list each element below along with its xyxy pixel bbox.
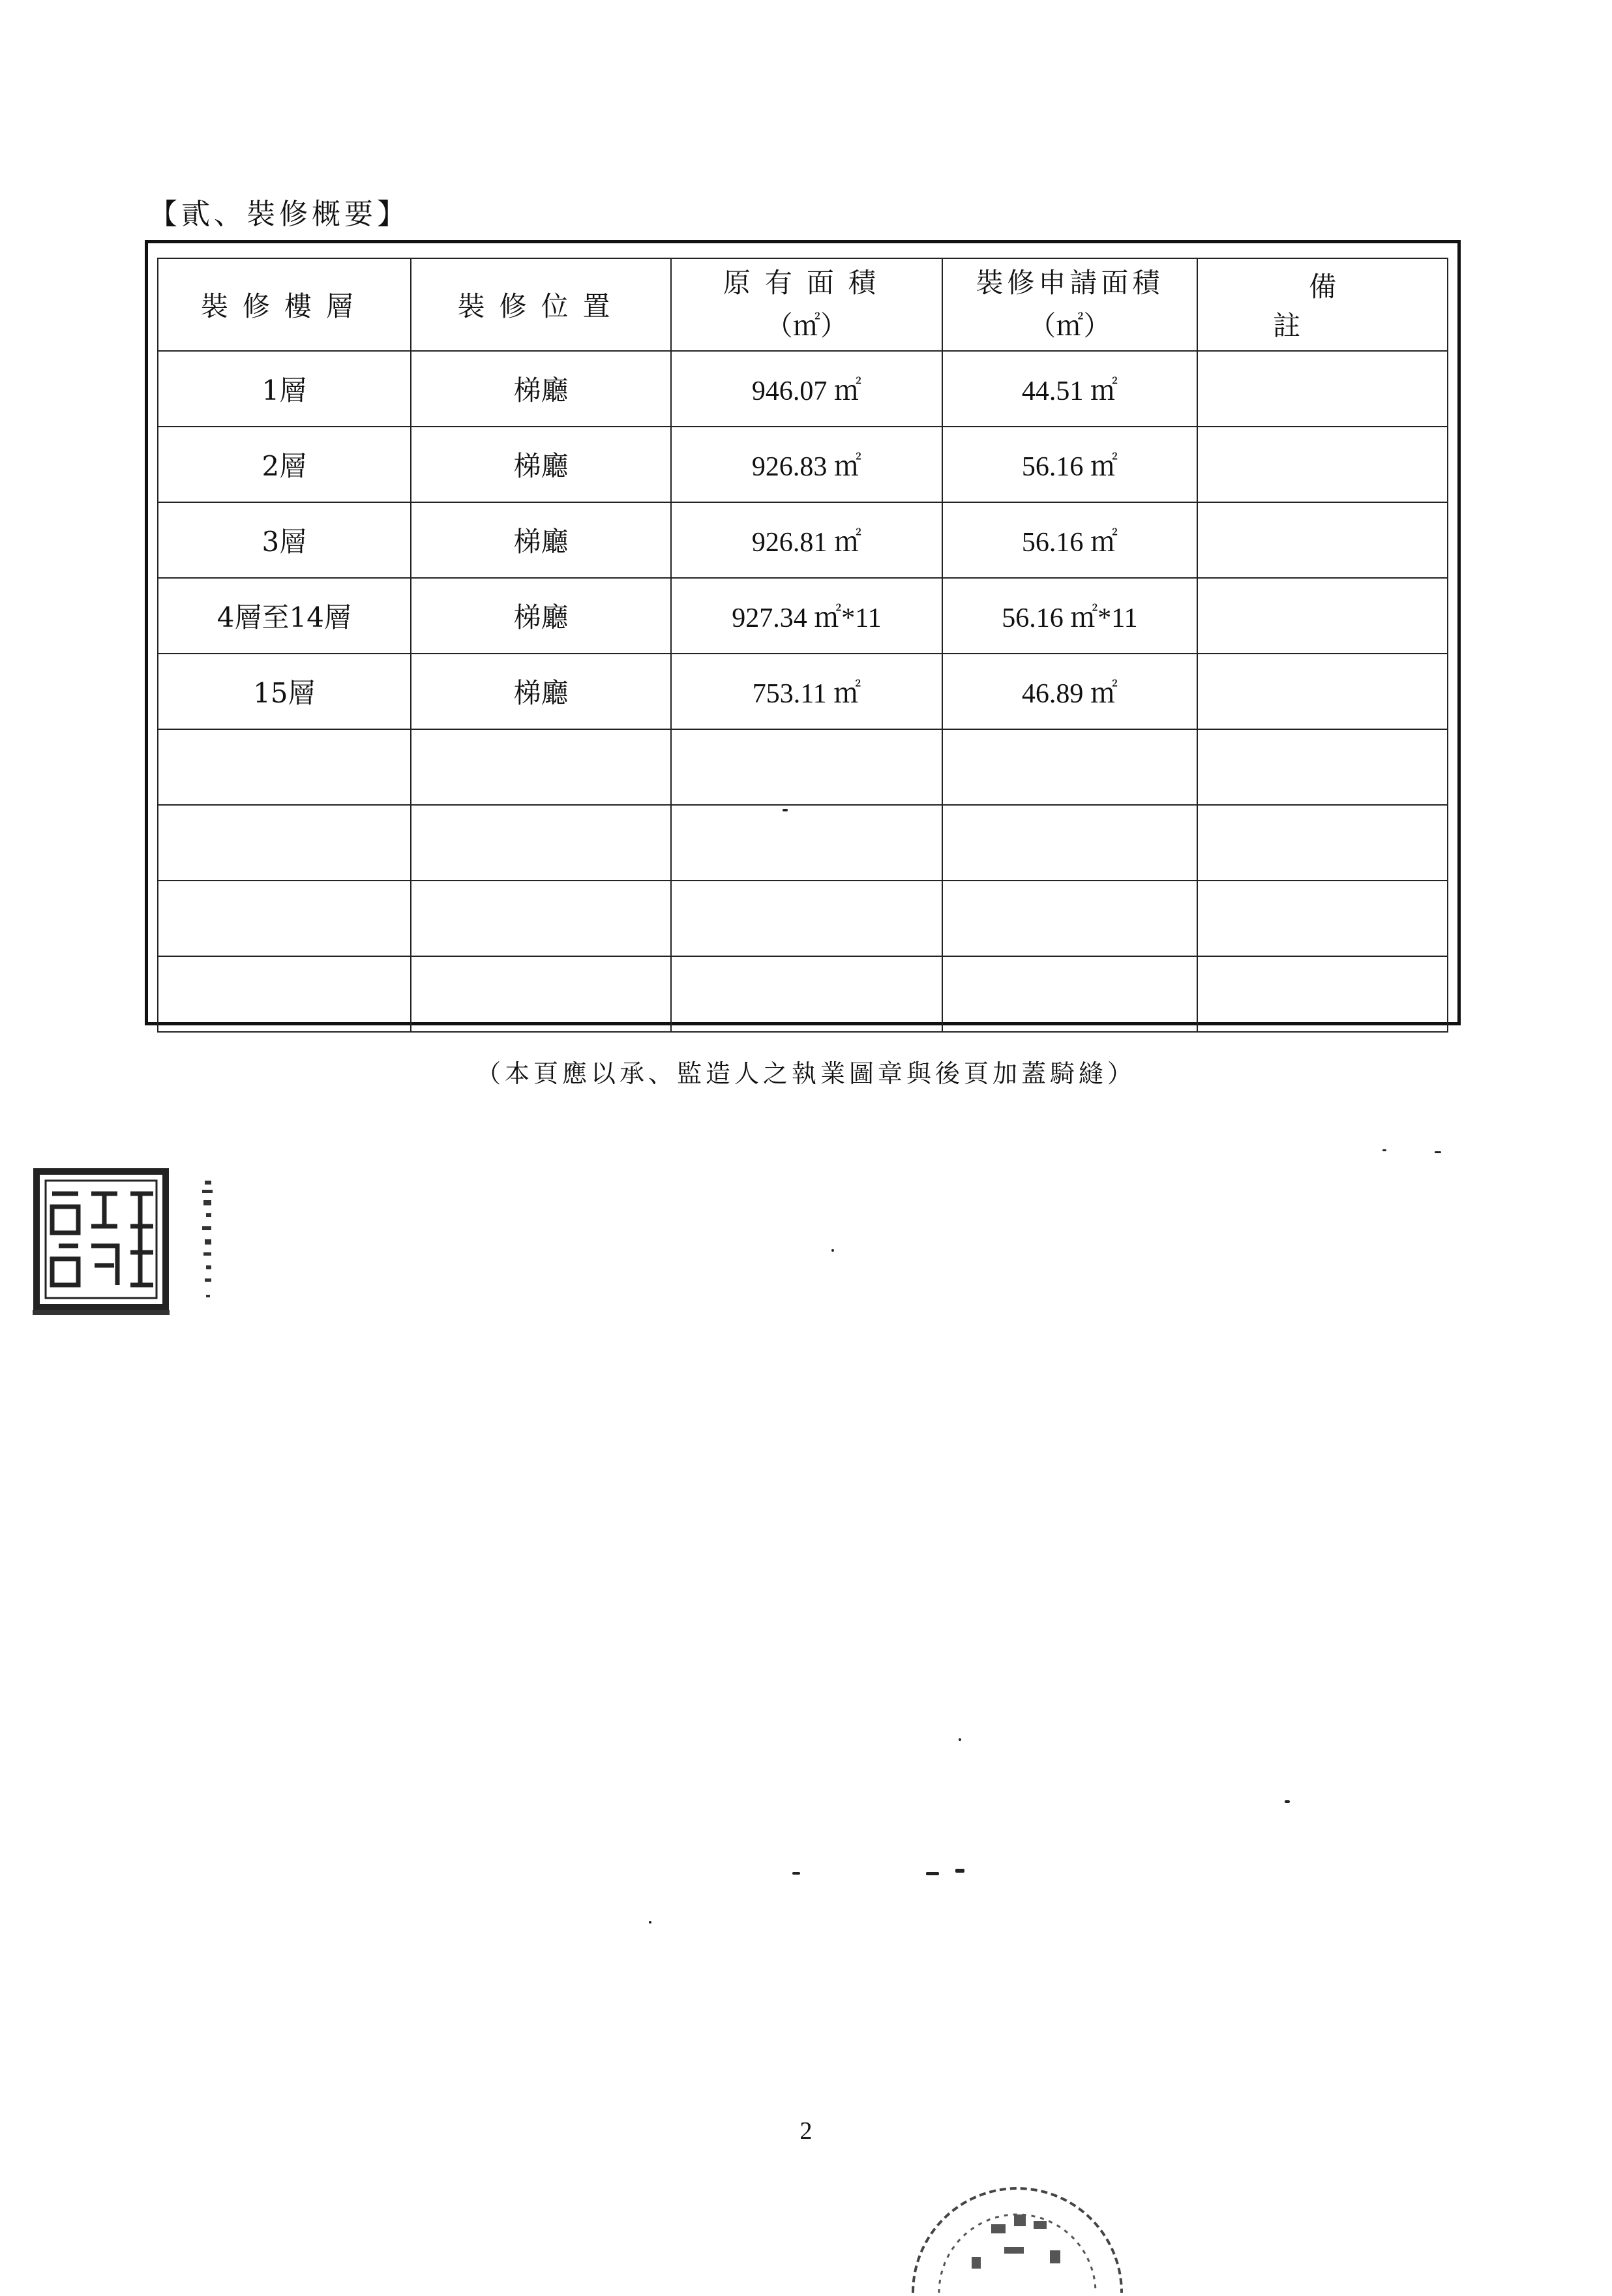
cell-floor: [158, 805, 411, 881]
cell-original-area: [671, 881, 942, 956]
scan-speck: [1285, 1800, 1290, 1803]
header-original-area-label: 原有面積: [723, 267, 890, 299]
cell-position: 梯廳: [411, 502, 672, 578]
scan-speck: [926, 1872, 939, 1875]
table-row: [158, 427, 1448, 502]
table-row: [158, 578, 1448, 654]
table-row: [158, 956, 1448, 1032]
cell-original-area: 946.07 ㎡: [671, 351, 942, 427]
cell-position: 梯廳: [411, 427, 672, 502]
cell-floor: 15層: [158, 654, 411, 729]
cell-requested-area: 56.16 ㎡: [942, 427, 1198, 502]
cell-requested-area: 56.16 ㎡*11: [942, 578, 1198, 654]
scan-speck: [1435, 1151, 1441, 1153]
cell-floor: 2層: [158, 427, 411, 502]
square-seal-stamp: [33, 1168, 170, 1318]
cell-requested-area: 56.16 ㎡: [942, 502, 1198, 578]
scan-speck: [649, 1921, 651, 1924]
cell-position: [411, 881, 672, 956]
cell-position: [411, 729, 672, 805]
cell-original-area: [671, 956, 942, 1032]
cell-original-area: 926.81 ㎡: [671, 502, 942, 578]
cell-requested-area: [942, 881, 1198, 956]
header-remarks: 備註: [1197, 258, 1448, 351]
cell-position: [411, 956, 672, 1032]
cell-remarks: [1197, 578, 1448, 654]
scan-speck: [1382, 1149, 1386, 1151]
scan-speck: [783, 809, 788, 811]
cell-remarks: [1197, 502, 1448, 578]
cell-requested-area: [942, 729, 1198, 805]
cell-remarks: [1197, 729, 1448, 805]
cell-original-area: 753.11 ㎡: [671, 654, 942, 729]
cell-remarks: [1197, 881, 1448, 956]
cell-position: 梯廳: [411, 654, 672, 729]
cell-original-area: 927.34 ㎡*11: [671, 578, 942, 654]
cell-original-area: 926.83 ㎡: [671, 427, 942, 502]
seal-edge-mark: [196, 1174, 222, 1305]
header-requested-area: [942, 258, 1198, 351]
cell-floor: [158, 956, 411, 1032]
cell-original-area: [671, 805, 942, 881]
cell-remarks: [1197, 956, 1448, 1032]
header-floor: 裝修樓層: [158, 258, 411, 351]
table-row: [158, 805, 1448, 881]
cell-floor: 3層: [158, 502, 411, 578]
table-row: [158, 502, 1448, 578]
renovation-summary-table: [157, 258, 1448, 1033]
cell-remarks: [1197, 427, 1448, 502]
renovation-summary-table-frame: [145, 240, 1461, 1025]
stamp-instruction-caption: （本頁應以承、監造人之執業圖章與後頁加蓋騎縫）: [475, 1059, 1136, 1088]
table-body: [158, 351, 1448, 1032]
scan-speck: [959, 1738, 961, 1741]
header-original-area-unit: （㎡）: [765, 310, 848, 342]
table-row: [158, 729, 1448, 805]
cell-floor: [158, 729, 411, 805]
cell-floor: 4層至14層: [158, 578, 411, 654]
section-title: 【貳、裝修概要】: [149, 198, 410, 231]
cell-requested-area: 46.89 ㎡: [942, 654, 1198, 729]
scan-speck: [792, 1872, 800, 1875]
cell-requested-area: [942, 956, 1198, 1032]
cell-original-area: [671, 729, 942, 805]
header-requested-area-unit: （㎡）: [1028, 310, 1111, 342]
cell-requested-area: 44.51 ㎡: [942, 351, 1198, 427]
cell-remarks: [1197, 654, 1448, 729]
page-number: 2: [799, 2117, 813, 2145]
scan-speck: [831, 1249, 834, 1252]
table-row: [158, 351, 1448, 427]
table-header-row: [158, 258, 1448, 351]
cell-position: [411, 805, 672, 881]
round-stamp-partial: [900, 2152, 1135, 2296]
header-position: 裝修位置: [411, 258, 672, 351]
table-row: [158, 881, 1448, 956]
cell-remarks: [1197, 805, 1448, 881]
scan-speck: [955, 1869, 964, 1873]
cell-floor: [158, 881, 411, 956]
cell-floor: 1層: [158, 351, 411, 427]
cell-requested-area: [942, 805, 1198, 881]
cell-position: 梯廳: [411, 578, 672, 654]
table-row: [158, 654, 1448, 729]
header-requested-area-label: 裝修申請面積: [976, 267, 1164, 299]
cell-remarks: [1197, 351, 1448, 427]
cell-position: 梯廳: [411, 351, 672, 427]
header-original-area: [671, 258, 942, 351]
